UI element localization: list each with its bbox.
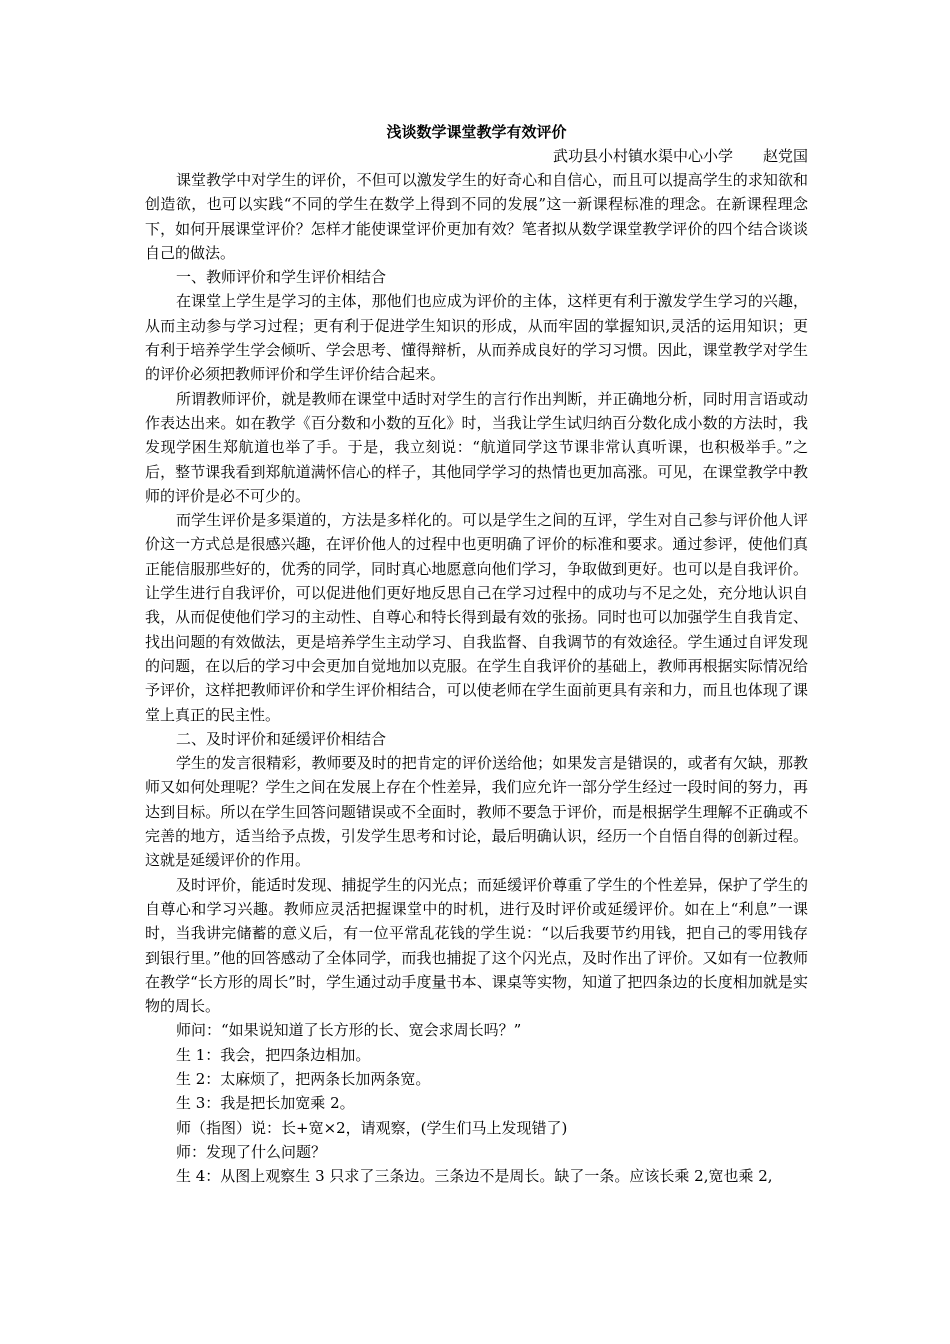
- paragraph: 在课堂上学生是学习的主体，那他们也应成为评价的主体，这样更有利于激发学生学习的兴趣，从而主动参与学习过程；更有利于促进学生知识的形成，从而牢固的掌握知识,灵活的运用知识；更有利于培养学生学会倾听、学会思考、懂得辩析，从而养成良好的学习习惯。因此，课堂教学对学生的评价必须把教师评价和学生评价结合起来。: [145, 292, 808, 384]
- document-page: [145, 120, 808, 1188]
- dialogue-line: 生 4：从图上观察生 3 只求了三条边。三条边不是周长。缺了一条。应该长乘 2,宽也乘 2,: [176, 1167, 773, 1186]
- dialogue-line: 生 2：太麻烦了，把两条长加两条宽。: [176, 1069, 431, 1088]
- author-byline: 武功县小村镇水渠中心小学 赵党国: [552, 147, 808, 165]
- section-heading-1: 一、教师评价和学生评价相结合: [176, 268, 387, 287]
- paragraph: 而学生评价是多渠道的，方法是多样化的。可以是学生之间的互评，学生对自己参与评价他人评价这一方式总是很感兴趣，在评价他人的过程中也更明确了评价的标准和要求。通过参评，使他们真正能信服那些好的，优秀的同学，同时真心地愿意向他们学习，争取做到更好。也可以是自我评价。让学生进行自我评价，可以促进他们更好地反思自己在学习过程中的成功与不足之处，充分地认识自我，从而促使他们学习的主动性、自尊心和特长得到最有效的张扬。同时也可以加强学生自我肯定、找出问题的有效做法，更是培养学生主动学习、自我监督、自我调节的有效途径。学生通过自评发现的问题，在以后的学习中会更加自觉地加以克服。在学生自我评价的基础上，教师再根据实际情况给予评价，这样把教师评价和学生评价相结合，可以使老师在学生面前更具有亲和力，而且也体现了课堂上真正的民主性。: [145, 511, 808, 724]
- paragraph: 学生的发言很精彩，教师要及时的把肯定的评价送给他；如果发言是错误的，或者有欠缺，那教师又如何处理呢？学生之间在发展上存在个性差异，我们应允许一部分学生经过一段时间的努力，再达到目标。所以在学生回答问题错误或不全面时，教师不要急于评价，而是根据学生理解不正确或不完善的地方，适当给予点拨，引发学生思考和讨论，最后明确认识，经历一个自悟自得的创新过程。这就是延缓评价的作用。: [145, 754, 808, 870]
- dialogue-line: 师：发现了什么问题？: [176, 1142, 327, 1161]
- dialogue-line: 生 3：我是把长加宽乘 2。: [176, 1094, 355, 1113]
- paragraph: 所谓教师评价，就是教师在课堂中适时对学生的言行作出判断，并正确地分析，同时用言语或动作表达出来。如在教学《百分数和小数的互化》时，当我让学生试归纳百分数化成小数的方法时，我发现学困生郑航道也举了手。于是，我立刻说：“航道同学这节课非常认真听课，也积极举手。”之后，整节课我看到郑航道满怀信心的样子，其他同学学习的热情也更加高涨。可见，在课堂教学中教师的评价是必不可少的。: [145, 389, 808, 505]
- paragraph-intro: 课堂教学中对学生的评价，不但可以激发学生的好奇心和自信心，而且可以提高学生的求知欲和创造欲，也可以实践“不同的学生在数学上得到不同的发展”这一新课程标准的理念。在新课程理念下，如何开展课堂评价？怎样才能使课堂评价更加有效？笔者拟从数学课堂教学评价的四个结合谈谈自己的做法。: [145, 171, 808, 262]
- dialogue-line: 师（指图）说：长+宽×2，请观察，(学生们马上发现错了): [176, 1118, 568, 1137]
- document-title: 浅谈数学课堂教学有效评价: [386, 123, 567, 141]
- section-heading-2: 二、及时评价和延缓评价相结合: [176, 729, 387, 748]
- paragraph: 及时评价，能适时发现、捕捉学生的闪光点；而延缓评价尊重了学生的个性差异，保护了学生的自尊心和学习兴趣。教师应灵活把握课堂中的时机，进行及时评价或延缓评价。如在上“利息”一课时，当我讲完储蓄的意义后，有一位平常乱花钱的学生说：“以后我要节约用钱，把自己的零用钱存到银行里。”他的回答感动了全体同学，而我也捕捉了这个闪光点，及时作出了评价。又如有一位教师在教学“长方形的周长”时，学生通过动手度量书本、课桌等实物，知道了把四条边的长度相加就是实物的周长。: [145, 875, 808, 1016]
- dialogue-line: 师问：“如果说知道了长方形的长、宽会求周长吗？”: [176, 1021, 522, 1040]
- dialogue-line: 生 1：我会，把四条边相加。: [176, 1045, 371, 1064]
